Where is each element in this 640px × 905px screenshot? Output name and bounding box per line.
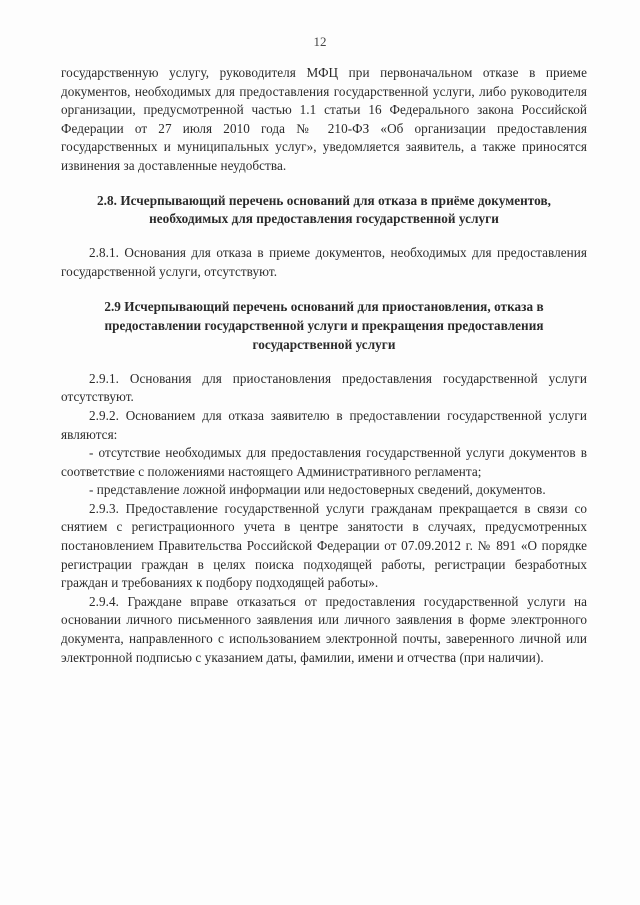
- paragraph-2-9-2: 2.9.2. Основанием для отказа заявителю в предоставлении государственной услуги являются:: [61, 407, 587, 442]
- page-content: [61, 64, 587, 667]
- paragraph-2-9-3: 2.9.3. Предоставление государственной услуги гражданам прекращается в связи со снятием с регистрационного учета в центре занятости в случаях, предусмотренных постановлением Правительства Российской Федерации от 07.09.2012 г. № 891 «О порядке регистрации граждан в целях поиска подходящей работы, регистрации безработных граждан и требованиях к подбору подходящей работы».: [61, 500, 587, 591]
- intro-paragraph: государственную услугу, руководителя МФЦ при первоначальном отказе в приеме документов, необходимых для предоставления государственной услуги, либо руководителя организации, предусмотренной частью 1.1 статьи 16 Федерального закона Российской Федерации от 27 июля 2010 года № 210-ФЗ «Об организации предоставления государственных и муниципальных услуг», уведомляется заявитель, а также приносятся извинения за доставленные неудобства.: [61, 65, 587, 173]
- list-item-false-information: - представление ложной информации или недостоверных сведений, документов.: [89, 482, 546, 498]
- paragraph-2-9-4: 2.9.4. Граждане вправе отказаться от предоставления государственной услуги на основании личного письменного заявления или личного заявления в форме электронного документа, направленного с использованием электронной почты, заверенного личной или электронной подписью с указанием даты, фамилии, имени и отчества (при наличии).: [61, 593, 587, 665]
- section-2-8-heading: 2.8. Исчерпывающий перечень оснований для отказа в приёме документов, необходимых для предоставления государственной услуги: [97, 192, 551, 227]
- page-number: 12: [313, 34, 327, 49]
- paragraph-2-9-1: 2.9.1. Основания для приостановления предоставления государственной услуги отсутствуют.: [61, 370, 587, 405]
- section-2-9-heading: 2.9 Исчерпывающий перечень оснований для приостановления, отказа в предоставлении государственной услуги и прекращения предоставления государственной услуги: [104, 299, 544, 352]
- paragraph-2-8-1: 2.8.1. Основания для отказа в приеме документов, необходимых для предоставления государственной услуги, отсутствуют.: [61, 245, 587, 279]
- list-item-missing-documents: - отсутствие необходимых для предоставления государственной услуги документов в соответствие с положениями настоящего Административного регламента;: [61, 445, 587, 479]
